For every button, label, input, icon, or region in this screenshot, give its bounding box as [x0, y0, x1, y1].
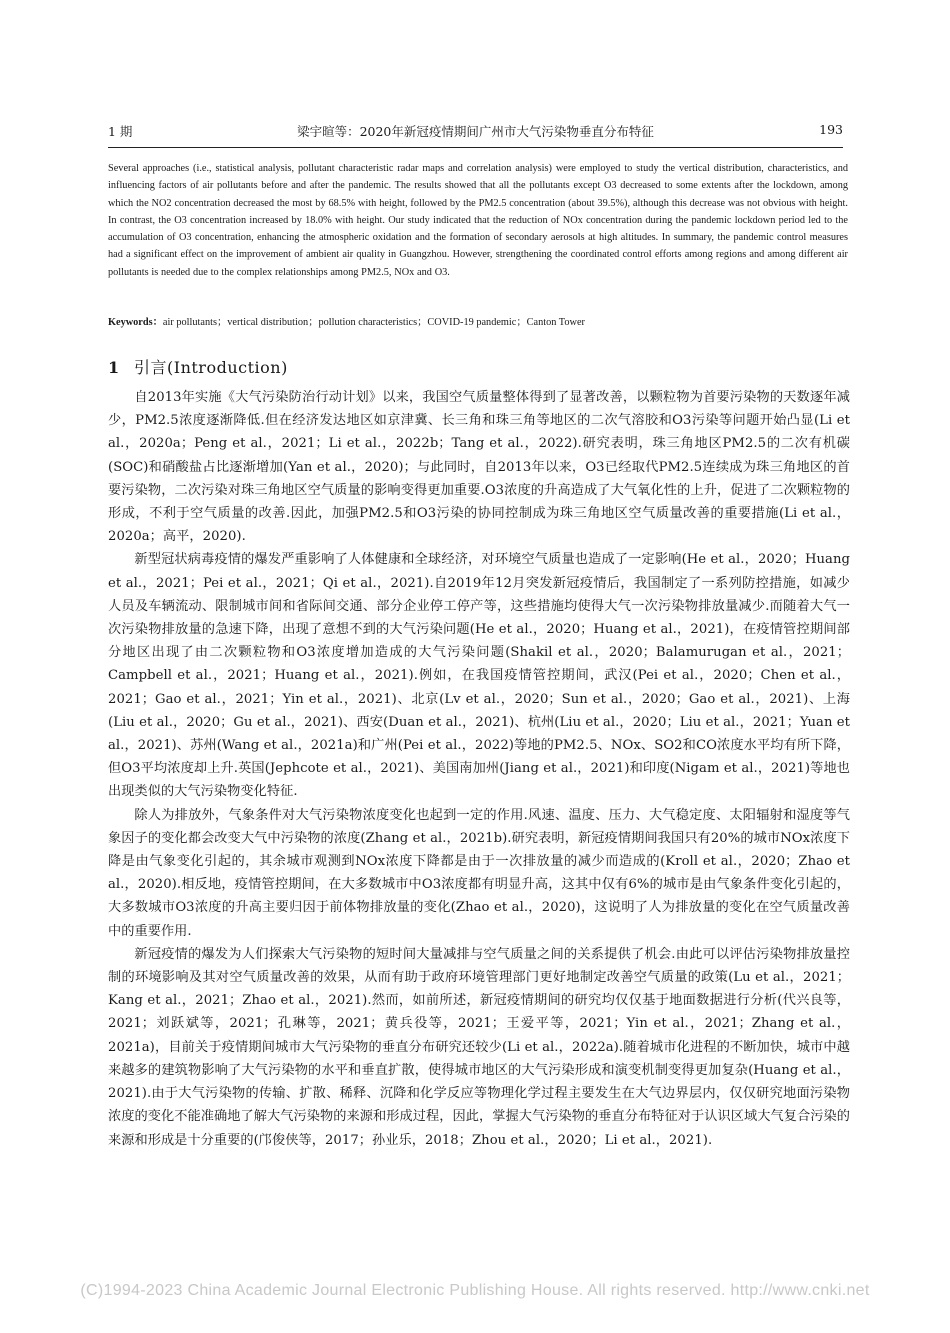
issue-number: 1 期 [108, 124, 133, 139]
running-title: 梁宇暄等：2020年新冠疫情期间广州市大气污染物垂直分布特征 [297, 124, 654, 139]
copyright-footer: (C)1994-2023 China Academic Journal Electronic Publishing House. All rights reserved. http://www.cnki.net [80, 1282, 870, 1299]
paragraph: 新型冠状病毒疫情的爆发严重影响了人体健康和全球经济，对环境空气质量也造成了一定影响(He et al.，2020；Huang et al.，2021；Pei et al.，2021；Qi et al.，2021).自2019年12月突发新冠疫情后，我国制定了一系列防控措施，如减少人员及车辆流动、限制城市间和省际间交通、部分企业停工停产等，这些措施均使得大气一次污染物排放量减少.而随着大气一次污染物排放量的急速下降，出现了意想不到的大气污染问题(He et al.，2020；Huang et al.，2021)，在疫情管控期间部分地区出现了由二次颗粒物和O3浓度增加造成的大气污染问题(Shakil et al.，2020；Balamurugan et al.，2021；Campbell et al.，2021；Huang et al.，2021).例如，在我国疫情管控期间，武汉(Pei et al.，2020；Chen et al.，2021；Gao et al.，2021；Yin et al.，2021)、北京(Lv et al.，2020；Sun et al.，2020；Gao et al.，2021)、上海(Liu et al.，2020；Gu et al.，2021)、西安(Duan et al.，2021)、杭州(Liu et al.，2020；Liu et al.，2021；Yuan et al.，2021)、苏州(Wang et al.，2021a)和广州(Pei et al.，2022)等地的PM2.5、NOx、SO2和CO浓度水平均有所下降，但O3平均浓度却上升.英国(Jephcote et al.，2021)、美国南加州(Jiang et al.，2021)和印度(Nigam et al.，2021)等地也出现类似的大气污染物变化特征. [108, 552, 850, 800]
page-number: 193 [819, 122, 843, 137]
paragraph: 新冠疫情的爆发为人们探索大气污染物的短时间大量减排与空气质量之间的关系提供了机会.由此可以评估污染物排放量控制的环境影响及其对空气质量改善的效果，从而有助于政府环境管理部门更好地制定改善空气质量的政策(Lu et al.，2021；Kang et al.，2021；Zhao et al.，2021).然而，如前所述，新冠疫情期间的研究均仅仅基于地面数据进行分析(代兴良等，2021；刘跃斌等，2021；孔琳等，2021；黄兵役等，2021；王爱平等，2021；Yin et al.，2021；Zhang et al.，2021a)，目前关于疫情期间城市大气污染物的垂直分布研究还较少(Li et al.，2022a).随着城市化进程的不断加快，城市中越来越多的建筑物影响了大气污染物的水平和垂直扩散，使得城市地区的大气污染形成和演变机制变得更加复杂(Huang et al.，2021).由于大气污染物的传输、扩散、稀释、沉降和化学反应等物理化学过程主要发生在大气边界层内，仅仅研究地面污染物浓度的变化不能准确地了解大气污染物的来源和形成过程，因此，掌握大气污染物的垂直分布特征对于认识区域大气复合污染的来源和形成是十分重要的(邝俊侠等，2017；孙业乐，2018；Zhou et al.，2020；Li et al.，2021). [108, 946, 850, 1148]
section-title: 引言(Introduction) [134, 358, 288, 377]
paragraph: 除人为排放外，气象条件对大气污染物浓度变化也起到一定的作用.风速、温度、压力、大气稳定度、太阳辐射和湿度等气象因子的变化都会改变大气中污染物的浓度(Zhang et al.，2021b).研究表明，新冠疫情期间我国只有20%的城市NOx浓度下降是由气象变化引起的，其余城市观测到NOx浓度下降都是由于一次排放量的减少而造成的(Kroll et al.，2020；Zhao et al.，2020).相反地，疫情管控期间，在大多数城市中O3浓度都有明显升高，这其中仅有6%的城市是由气象条件变化引起的，大多数城市O3浓度的升高主要归因于前体物排放量的变化(Zhao et al.，2020)，这说明了人为排放量的变化在空气质量改善中的重要作用. [108, 807, 850, 939]
body-text [108, 386, 850, 1152]
section-number: 1 [108, 358, 120, 377]
keywords-label: Keywords： [108, 317, 163, 328]
keywords [108, 314, 848, 331]
section-heading [108, 355, 288, 378]
paragraph: 自2013年实施《大气污染防治行动计划》以来，我国空气质量整体得到了显著改善，以颗粒物为首要污染物的天数逐年减少，PM2.5浓度逐渐降低.但在经济发达地区如京津冀、长三角和珠三角等地区的二次气溶胶和O3污染等问题开始凸显(Li et al.，2020a；Peng et al.，2021；Li et al.，2022b；Tang et al.，2022).研究表明，珠三角地区PM2.5的二次有机碳(SOC)和硝酸盐占比逐渐增加(Yan et al.，2020)；与此同时，自2013年以来，O3已经取代PM2.5连续成为珠三角地区的首要污染物，二次污染对珠三角地区空气质量的影响变得更加重要.O3浓度的升高造成了大气氧化性的上升，促进了二次颗粒物的形成，不利于空气质量的改善.因此，加强PM2.5和O3污染的协同控制成为珠三角地区空气质量改善的重要措施(Li et al.，2020a；高平，2020). [108, 390, 850, 545]
abstract-text: Several approaches (i.e., statistical analysis, pollutant characteristic radar maps and correlation analysis) were employed to study the vertical distribution, characteristics, and influencing factors of air pollutants before and after the pandemic. The results showed that all the pollutants except O3 decreased to some extents after the lockdown, among which the NO2 concentration decreased the most by 68.5% with height, followed by the PM2.5 concentration (about 39.5%), although this decrease was not obvious with height. In contrast, the O3 concentration increased by 18.0% with height. Our study indicated that the reduction of NOx concentration during the pandemic lockdown period led to the accumulation of O3 concentration, enhancing the atmospheric oxidation and the formation of secondary aerosols at high altitudes. In summary, the pandemic control measures had a significant effect on the improvement of ambient air quality in Guangzhou. However, strengthening the coordinated control efforts among regions and among different air pollutants is needed due to the complex relationships among PM2.5, NOx and O3. [108, 163, 848, 278]
keywords-text: air pollutants；vertical distribution；pollution characteristics；COVID-19 pandemic；Canton Tower [162, 317, 585, 328]
header-rule [108, 147, 843, 148]
running-header [108, 122, 843, 144]
